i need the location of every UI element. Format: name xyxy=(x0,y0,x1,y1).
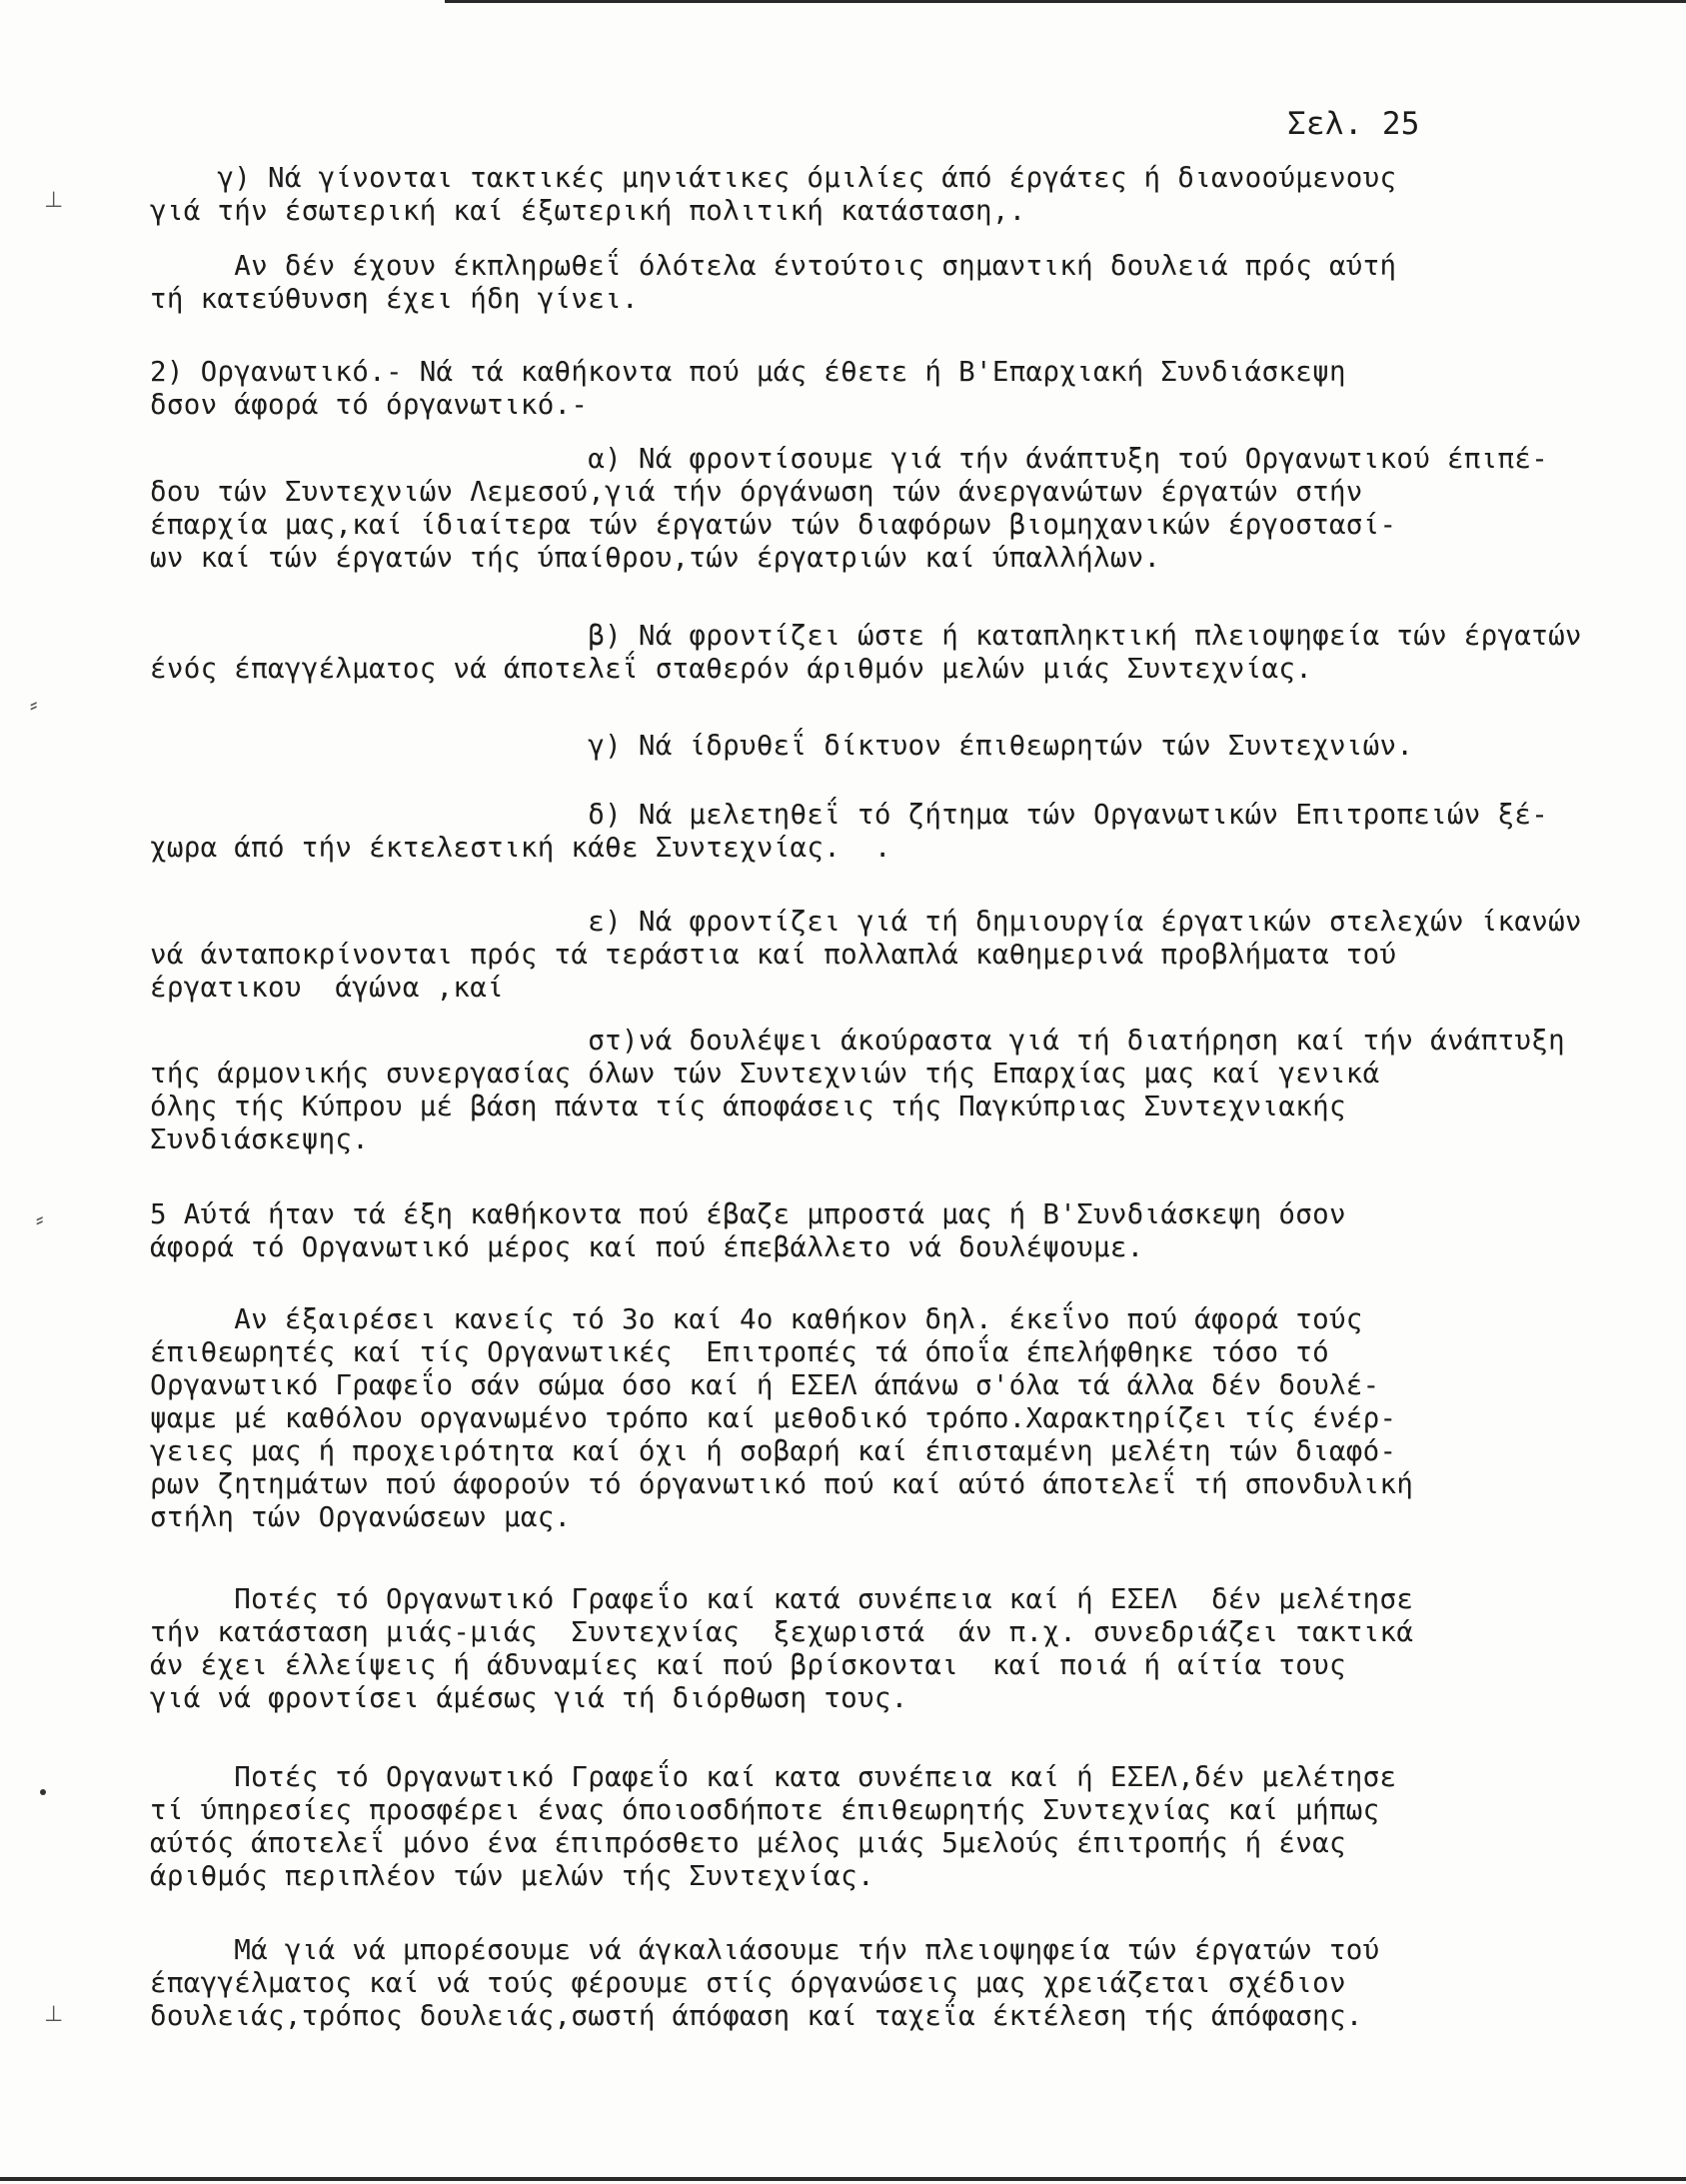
section-2-heading: 2) Οργανωτικό.- Νά τά καθήκοντα πού μάς έθετε ή Β'Επαρχιακή Συνδιάσκεψη δσον άφορά τό όργανωτικό.- xyxy=(150,356,1346,421)
paragraph-delta-committees: δ) Νά μελετηθεΐ τό ζήτημα τών Οργανωτικών Επιτροπειών ξέ- χωρα άπό τήν έκτελεστική κάθε Συντεχνίας. . xyxy=(150,799,1549,864)
margin-mark: ⸗ xyxy=(30,693,38,718)
paragraph-gamma-lectures: γ) Νά γίνονται τακτικές μηνιάτικες όμιλίες άπό έργάτες ή διανοούμενους γιά τήν έσωτερική καί έξωτερική πολιτική κατάσταση,. xyxy=(150,162,1397,227)
margin-mark: ⸗ xyxy=(36,1207,44,1232)
paragraph-six-duties: 5 Αύτά ήταν τά έξη καθήκοντα πού έβαζε μπροστά μας ή Β'Συνδιάσκεψη όσον άφορά τό Οργανωτικό μέρος καί πού έπεβάλλετο νά δουλέψουμε. xyxy=(150,1198,1346,1263)
paragraph-embrace-majority: Μά γιά νά μπορέσουμε νά άγκαλιάσουμε τήν πλειοψηφεία τών έργατών τού έπαγγέλματος καί νά τούς φέρουμε στίς όργανώσεις μας χρειάζεται σχέδιον δουλειάς,τρόπος δουλειάς,σωστή άπόφαση καί ταχεΐα έκτέλεση τής άπόφασης. xyxy=(150,1934,1380,2032)
paragraph-never-studied-inspectors: Ποτές τό Οργανωτικό Γραφεΐο καί κατα συνέπεια καί ή ΕΣΕΛ,δέν μελέτησε τί ύπηρεσίες προσφέρει ένας όποιοσδήποτε έπιθεωρητής Συντεχνίας καί μήπως αύτός άποτελεΐ μόνο ένα έπιπρόσθετο μέλος μιάς 5μελούς έπιτροπής ή ένας άριθμός περιπλέον τών μελών τής Συντεχνίας. xyxy=(150,1761,1397,1892)
paragraph-epsilon-cadres: ε) Νά φροντίζει γιά τή δημιουργία έργατικών στελεχών ίκανών νά άνταποκρίνονται πρός τά τεράστια καί πολλαπλά καθημερινά προβλήματα τού έργατικου άγώνα ,καί xyxy=(150,906,1582,1004)
paragraph-beta-majority: β) Νά φροντίζει ώστε ή καταπληκτική πλειοψηφεία τών έργατών ένός έπαγγέλματος νά άποτελεΐ σταθερόν άριθμόν μελών μιάς Συντεχνίας. xyxy=(150,620,1582,685)
paragraph-except-duties: Αν έξαιρέσει κανείς τό 3ο καί 4ο καθήκον δηλ. έκεΐνο πού άφορά τούς έπιθεωρητές καί τίς Οργανωτικές Επιτροπές τά όποΐα έπελήφθηκε τόσο τό Οργανωτικό Γραφεΐο σάν σώμα όσο καί ή ΕΣΕΛ άπάνω σ'όλα τά άλλα δέν δουλέ- ψαμε μέ καθόλου οργανωμένο τρόπο καί μεθοδικό τρόπο.Χαρακτηρίζει τίς ένέρ- γειες μας ή προχειρότητα καί όχι ή σοβαρή καί έπισταμένη μελέτη τών διαφό- ρων ζητημάτων πού άφορούν τό όργανωτικό πού καί αύτό άποτελεΐ τή σπονδυλική στήλη τών Οργανώσεων μας. xyxy=(150,1303,1414,1533)
top-edge-line xyxy=(445,0,1686,3)
margin-dot xyxy=(40,1789,46,1795)
paragraph-stigma-cooperation: στ)νά δουλέψει άκούραστα γιά τή διατήρηση καί τήν άνάπτυξη τής άρμονικής συνεργασίας όλων τών Συντεχνιών τής Επαρχίας μας καί γενικά όλης τής Κύπρου μέ βάση πάντα τίς άποφάσεις τής Παγκύπριας Συντεχνιακής Συνδιάσκεψης. xyxy=(150,1025,1565,1155)
paragraph-alpha-organisation: α) Νά φροντίσουμε γιά τήν άνάπτυξη τού Οργανωτικού έπιπέ- δου τών Συντεχνιών Λεμεσού,γιά τήν όργάνωση τών άνεργανώτων έργατών στήν έπαρχία μας,καί ίδιαίτερα τών έργατών τών διαφόρων βιομηχανικών έργοστασί- ων καί τών έργατών τής ύπαίθρου,τών έργατριών καί ύπαλλήλων. xyxy=(150,443,1549,574)
paragraph-gamma-inspectors: γ) Νά ίδρυθεΐ δίκτυον έπιθεωρητών τών Συντεχνιών. xyxy=(150,730,1414,762)
bottom-edge-line xyxy=(0,2177,1686,2181)
margin-mark: ⊥ xyxy=(44,188,64,213)
paragraph-work-done: Αν δέν έχουν έκπληρωθεΐ όλότελα έντούτοις σημαντική δουλειά πρός αύτή τή κατεύθυνση έχει ήδη γίνει. xyxy=(150,250,1397,315)
margin-mark: ⊥ xyxy=(44,2002,64,2027)
paragraph-never-studied-unions: Ποτές τό Οργανωτικό Γραφεΐο καί κατά συνέπεια καί ή ΕΣΕΛ δέν μελέτησε τήν κατάσταση μιάς-μιάς Συντεχνίας ξεχωριστά άν π.χ. συνεδριάζει τακτικά άν έχει έλλείψεις ή άδυναμίες καί πού βρίσκονται καί ποιά ή αίτία τους γιά νά φροντίσει άμέσως γιά τή διόρθωση τους. xyxy=(150,1583,1414,1714)
page-number: Σελ. 25 xyxy=(1287,106,1420,142)
